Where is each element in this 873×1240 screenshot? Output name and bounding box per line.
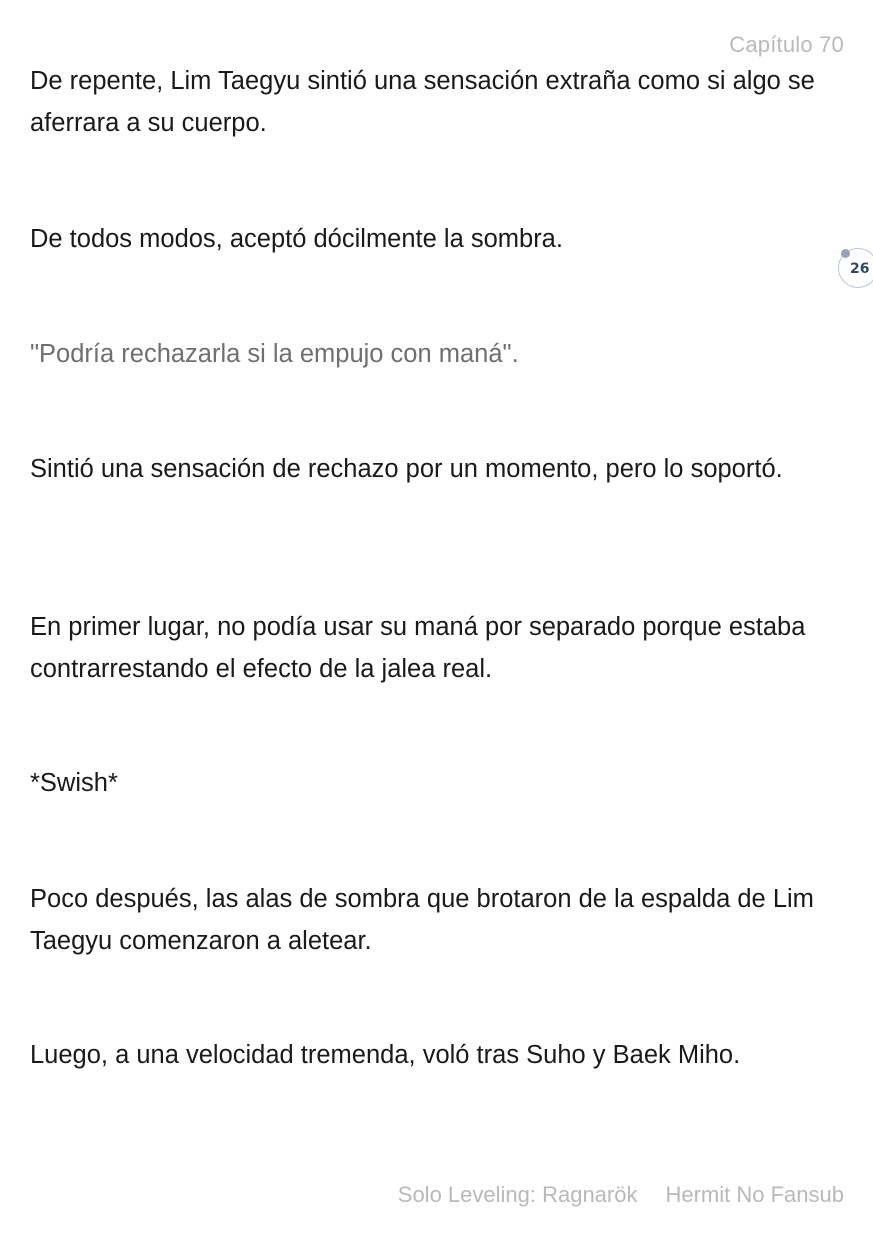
footer [398,1182,844,1208]
paragraph: Poco después, las alas de sombra que brotaron de la espalda de Lim Taegyu comenzaron a aletear. [30,885,814,955]
page-number-badge[interactable] [838,248,873,288]
paragraph: De repente, Lim Taegyu sintió una sensación extraña como si algo se aferrara a su cuerpo. [30,67,815,137]
novel-title: Solo Leveling: Ragnarök [397,1182,638,1207]
paragraph: Luego, a una velocidad tremenda, voló tras Suho y Baek Miho. [30,1041,741,1069]
paragraph: En primer lugar, no podía usar su maná por separado porque estaba contrarrestando el efecto de la jalea real. [30,613,806,683]
page-number: 26 [850,261,870,277]
sound-effect-paragraph: *Swish* [30,769,118,797]
progress-dot-icon [841,249,850,258]
paragraph: Sintió una sensación de rechazo por un momento, pero lo soportó. [30,455,783,483]
dialogue-paragraph: "Podría rechazarla si la empujo con maná". [30,340,519,368]
paragraph: De todos modos, aceptó dócilmente la sombra. [30,225,563,253]
chapter-label: Capítulo 70 [729,32,844,57]
translator-credit: Hermit No Fansub [665,1182,844,1207]
